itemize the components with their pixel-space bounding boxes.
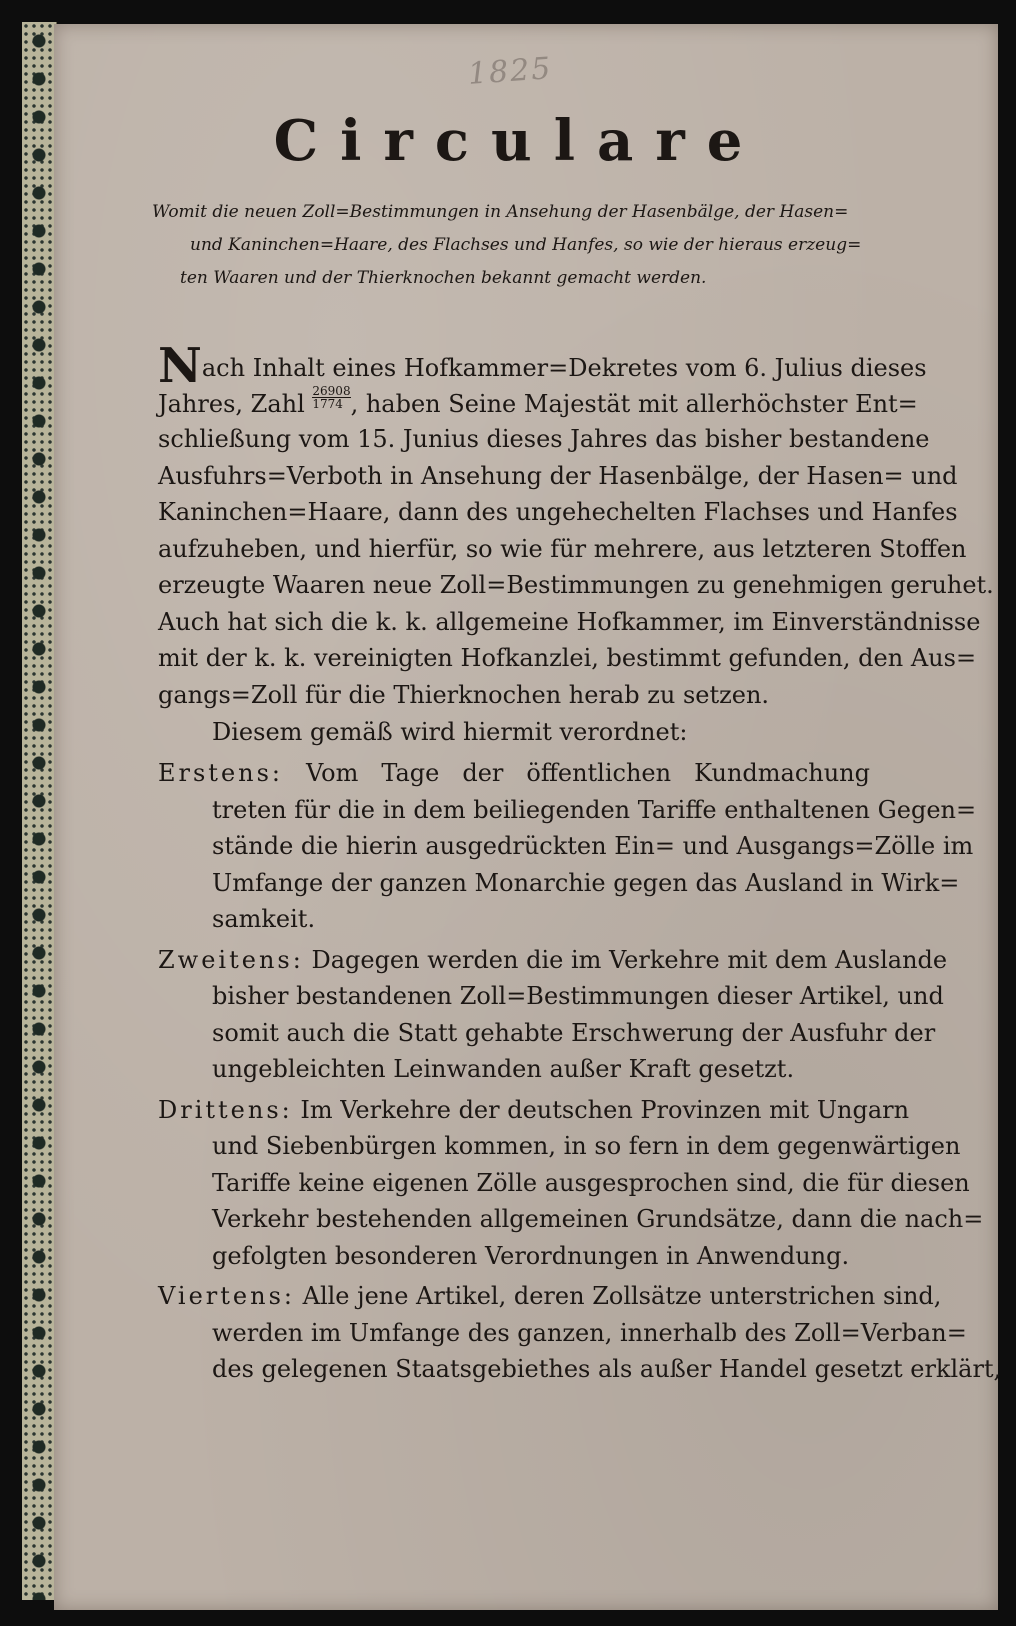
document-title: Circulare bbox=[273, 108, 765, 174]
article-label: Viertens: bbox=[158, 1282, 295, 1310]
text-line: werden im Umfange des ganzen, innerhalb des Zoll=Verban= bbox=[212, 1318, 967, 1347]
text-line bbox=[158, 942, 948, 979]
text-line: bisher bestandenen Zoll=Bestimmungen dieser Artikel, und bbox=[212, 982, 944, 1010]
text-line: treten für die in dem beiliegenden Tariffe enthaltenen Gegen= bbox=[212, 795, 977, 824]
text-line: mit der k. k. vereinigten Hofkanzlei, bestimmt gefunden, den Aus= bbox=[158, 644, 977, 672]
text-line: gangs=Zoll für die Thierknochen herab zu setzen. bbox=[158, 680, 770, 709]
article-label: Erstens: bbox=[158, 759, 284, 787]
body-text bbox=[158, 338, 1002, 1388]
text-line: und Siebenbürgen kommen, in so fern in dem gegenwärtigen bbox=[212, 1132, 961, 1160]
text-line: Auch hat sich die k. k. allgemeine Hofkammer, im Einverständnisse bbox=[158, 607, 981, 636]
text-fragment: Alle jene Artikel, deren Zollsätze unterstrichen sind, bbox=[302, 1282, 942, 1310]
fraction-numerator: 26908 bbox=[312, 383, 351, 398]
text-line: ungebleichten Leinwanden außer Kraft gesetzt. bbox=[212, 1055, 795, 1083]
article-second bbox=[158, 942, 948, 1088]
text-line: Umfange der ganzen Monarchie gegen das Ausland in Wirk= bbox=[212, 868, 960, 897]
text-fragment: Jahres, Zahl bbox=[158, 389, 305, 418]
intro-paragraph bbox=[158, 338, 994, 713]
text-line bbox=[158, 755, 870, 792]
article-label: Drittens: bbox=[158, 1095, 293, 1124]
text-fragment: Dagegen werden die im Verkehre mit dem Auslande bbox=[311, 945, 948, 974]
drop-cap: N bbox=[158, 338, 202, 394]
subtitle-line: und Kaninchen=Haare, des Flachses und Hanfes, so wie der hieraus erzeug= bbox=[190, 235, 862, 255]
text-line: Ausfuhrs=Verboth in Ansehung der Hasenbälge, der Hasen= und bbox=[158, 461, 958, 490]
text-fragment: Im Verkehre der deutschen Provinzen mit Ungarn bbox=[300, 1095, 910, 1124]
text-line bbox=[158, 383, 918, 422]
text-fragment: Vom Tage der öffentlichen Kundmachung bbox=[306, 759, 870, 787]
article-label: Zweitens: bbox=[158, 945, 304, 974]
text-line: erzeugte Waaren neue Zoll=Bestimmungen zu genehmigen geruhet. bbox=[158, 571, 994, 599]
decree-line: Diesem gemäß wird hiermit verordnet: bbox=[212, 718, 688, 746]
reference-number-fraction bbox=[312, 385, 350, 410]
subtitle-line: Womit die neuen Zoll=Bestimmungen in Ansehung der Hasenbälge, der Hasen= bbox=[152, 202, 849, 222]
subtitle-line: ten Waaren und der Thierknochen bekannt gemacht werden. bbox=[180, 268, 707, 288]
text-line: Tariffe keine eigenen Zölle ausgesprochen sind, die für diesen bbox=[212, 1168, 970, 1197]
text-line: Verkehr bestehenden allgemeinen Grundsätze, dann die nach= bbox=[212, 1205, 984, 1233]
article-fourth bbox=[158, 1278, 1002, 1388]
text-line bbox=[158, 1278, 942, 1315]
text-line: gefolgten besonderen Verordnungen in Anwendung. bbox=[212, 1241, 850, 1270]
text-line: somit auch die Statt gehabte Erschwerung der Ausfuhr der bbox=[212, 1018, 936, 1047]
pencil-annotation: 1825 bbox=[466, 51, 554, 92]
text-line bbox=[158, 1092, 910, 1129]
text-line: aufzuheben, und hierfür, so wie für mehrere, aus letzteren Stoffen bbox=[158, 534, 967, 563]
text-line: Kaninchen=Haare, dann des ungehechelten Flachses und Hanfes bbox=[158, 498, 958, 526]
document-subtitle bbox=[152, 196, 862, 295]
article-first bbox=[158, 755, 977, 938]
text-line: des gelegenen Staatsgebiethes als außer Handel gesetzt erklärt, bbox=[212, 1355, 1002, 1383]
article-third bbox=[158, 1092, 984, 1275]
fraction-denominator: 1774 bbox=[312, 396, 343, 411]
text-line: samkeit. bbox=[212, 905, 316, 933]
text-fragment: ach Inhalt eines Hofkammer=Dekretes vom 6. Julius dieses bbox=[201, 354, 927, 382]
text-line: stände die hierin ausgedrückten Ein= und Ausgangs=Zölle im bbox=[212, 832, 974, 860]
binding-strip bbox=[22, 22, 57, 1600]
text-fragment: , haben Seine Majestät mit allerhöchster Ent= bbox=[350, 389, 918, 418]
text-line: schließung vom 15. Junius dieses Jahres das bisher bestandene bbox=[158, 425, 930, 453]
